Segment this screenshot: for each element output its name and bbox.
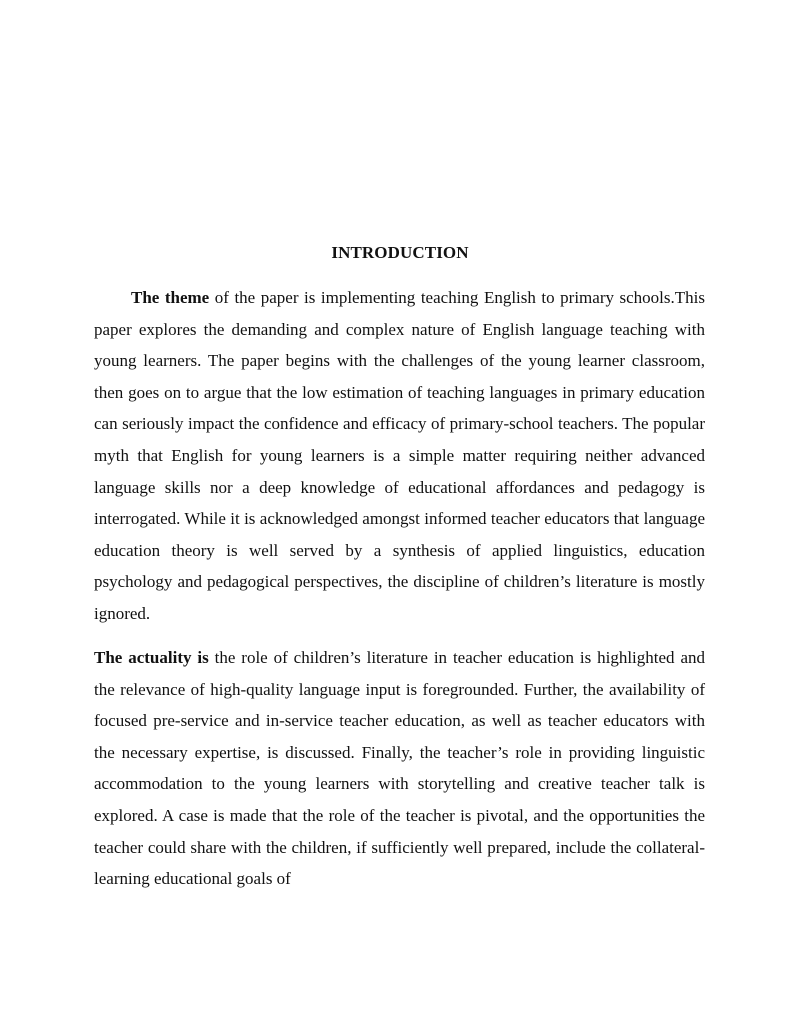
section-heading: INTRODUCTION bbox=[331, 243, 469, 262]
paragraph-body: of the paper is implementing teaching English to primary schools.This paper explores the demanding and complex nature of English language teaching with young learners. The paper begins with the challenges of the young learner classroom, then goes on to argue that the low estimation of teaching languages in primary education can seriously impact the confidence and efficacy of primary-school teachers. The popular myth that English for young learners is a simple matter requiring neither advanced language skills nor a deep knowledge of educational affordances and pedagogy is interrogated. While it is acknowledged amongst informed teacher educators that language education theory is well served by a synthesis of applied linguistics, education psychology and pedagogical perspectives, the discipline of children’s literature is mostly ignored. bbox=[94, 288, 705, 623]
paragraph-body: the role of children’s literature in teacher education is highlighted and the relevance of high-quality language input is foregrounded. Further, the availability of focused pre-service and in-service teacher education, as well as teacher educators with the necessary expertise, is discussed. Finally, the teacher’s role in providing linguistic accommodation to the young learners with storytelling and creative teacher talk is explored. A case is made that the role of the teacher is pivotal, and the opportunities the teacher could share with the children, if sufficiently well prepared, include the collateral-learning educational goals of bbox=[94, 648, 705, 889]
paragraph-theme bbox=[94, 282, 705, 630]
paragraph-lead-bold: The theme bbox=[131, 288, 210, 307]
paragraph-actuality bbox=[94, 642, 705, 895]
paragraph-lead-bold: The actuality is bbox=[94, 648, 209, 667]
